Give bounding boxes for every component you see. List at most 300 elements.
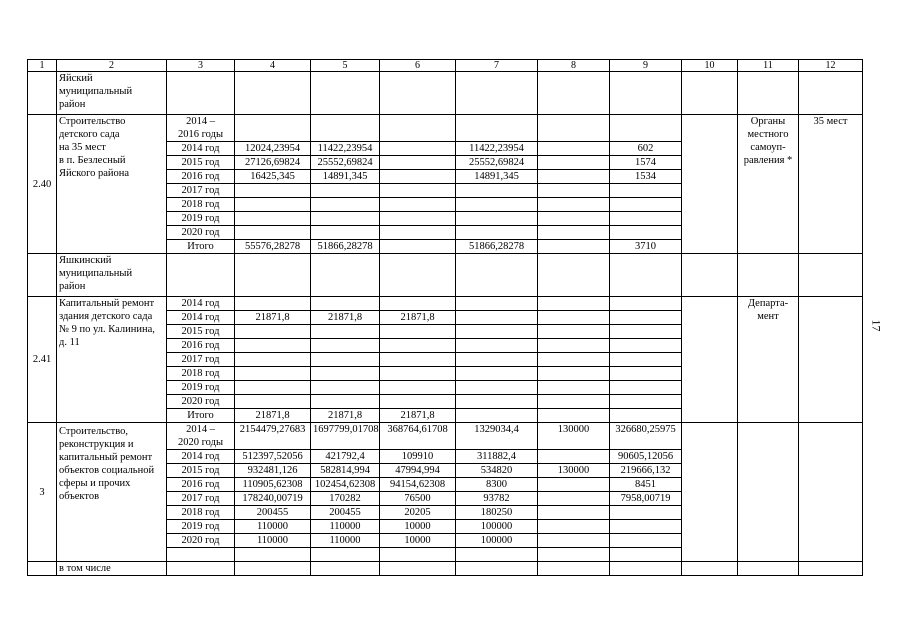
value-cell-c9: 219666,132 (610, 464, 682, 478)
text-line: Органы (750, 116, 786, 127)
value-cell-c4 (235, 212, 311, 226)
table-cell (235, 72, 311, 115)
value-cell-c9 (610, 198, 682, 212)
value-cell-c5 (311, 297, 380, 311)
value-cell-c5: 21871,8 (311, 311, 380, 325)
table-cell (682, 297, 738, 423)
value-cell-c6: 368764,61708 (380, 423, 456, 450)
value-cell-c8 (538, 115, 610, 142)
group-row (28, 72, 863, 115)
item-name (57, 115, 167, 254)
period-cell (167, 534, 235, 548)
table-row (28, 423, 863, 450)
value-cell-c8 (538, 506, 610, 520)
period-cell (167, 115, 235, 142)
value-cell-c6: 109910 (380, 450, 456, 464)
value-cell-c9 (610, 381, 682, 395)
value-cell-c6 (380, 156, 456, 170)
value-cell-c9: 8451 (610, 478, 682, 492)
value-cell-c8 (538, 534, 610, 548)
value-cell-c9: 1534 (610, 170, 682, 184)
page-number: 17 (869, 319, 884, 332)
value-cell-c4: 110905,62308 (235, 478, 311, 492)
text-line: Капитальный ремонт (59, 298, 155, 309)
value-cell-c9 (610, 534, 682, 548)
value-cell-c6: 10000 (380, 534, 456, 548)
value-cell-c4 (235, 548, 311, 562)
value-cell-c6: 21871,8 (380, 409, 456, 423)
table-cell (311, 562, 380, 576)
value-cell-c7 (456, 198, 538, 212)
value-cell-c8 (538, 226, 610, 240)
text-line: 2019 год (181, 521, 220, 532)
text-line: 2017 год (181, 185, 220, 196)
value-cell-c5: 1697799,01708 (311, 423, 380, 450)
column-number: 11 (738, 60, 799, 72)
value-cell-c4: 2154479,27683 (235, 423, 311, 450)
value-cell-c6 (380, 548, 456, 562)
value-cell-c7 (456, 381, 538, 395)
text-line: 2014 год (181, 143, 220, 154)
executor-cell (738, 423, 799, 562)
table-cell (380, 254, 456, 297)
text-line: 2017 год (181, 493, 220, 504)
text-line: Итого (187, 410, 214, 421)
value-cell-c9 (610, 409, 682, 423)
value-cell-c9 (610, 395, 682, 409)
period-cell (167, 156, 235, 170)
period-cell (167, 464, 235, 478)
value-cell-c9 (610, 367, 682, 381)
text-line: 2014 год (181, 312, 220, 323)
period-cell (167, 520, 235, 534)
value-cell-c7: 534820 (456, 464, 538, 478)
value-cell-c6: 21871,8 (380, 311, 456, 325)
value-cell-c8 (538, 339, 610, 353)
table-cell (456, 72, 538, 115)
value-cell-c8 (538, 170, 610, 184)
table-cell (682, 254, 738, 297)
value-cell-c8 (538, 198, 610, 212)
period-cell (167, 240, 235, 254)
value-cell-c5 (311, 226, 380, 240)
table-cell (799, 254, 863, 297)
value-cell-c9 (610, 339, 682, 353)
value-cell-c4 (235, 381, 311, 395)
table-cell (167, 72, 235, 115)
period-cell (167, 367, 235, 381)
note-row (28, 562, 863, 576)
value-cell-c8 (538, 353, 610, 367)
value-cell-c8 (538, 367, 610, 381)
text-line: № 9 по ул. Калинина, (59, 324, 155, 335)
value-cell-c8 (538, 381, 610, 395)
text-line: район (59, 99, 86, 110)
value-cell-c7: 100000 (456, 520, 538, 534)
text-line: 2016 годы (177, 129, 223, 140)
value-cell-c4: 110000 (235, 534, 311, 548)
value-cell-c5 (311, 381, 380, 395)
text-line: объектов (59, 491, 100, 502)
period-cell (167, 297, 235, 311)
value-cell-c7 (456, 367, 538, 381)
value-cell-c4 (235, 395, 311, 409)
table-cell (682, 72, 738, 115)
text-line: Итого (187, 241, 214, 252)
executor-cell (738, 115, 799, 254)
value-cell-c9 (610, 353, 682, 367)
table-cell (311, 72, 380, 115)
table-cell (380, 72, 456, 115)
value-cell-c9 (610, 506, 682, 520)
value-cell-c4: 512397,52056 (235, 450, 311, 464)
table-cell (167, 254, 235, 297)
value-cell-c9 (610, 115, 682, 142)
text-line: 2016 год (181, 171, 220, 182)
text-line: 2020 год (181, 396, 220, 407)
table-cell (28, 254, 57, 297)
table-cell (538, 562, 610, 576)
table-cell (167, 562, 235, 576)
period-cell (167, 311, 235, 325)
column-number: 7 (456, 60, 538, 72)
period-cell (167, 506, 235, 520)
value-cell-c7 (456, 353, 538, 367)
table-cell (799, 562, 863, 576)
header-row (28, 60, 863, 72)
value-cell-c7 (456, 115, 538, 142)
result-cell (799, 297, 863, 423)
value-cell-c9 (610, 212, 682, 226)
value-cell-c5: 14891,345 (311, 170, 380, 184)
text-line: 2020 год (181, 535, 220, 546)
value-cell-c8 (538, 520, 610, 534)
value-cell-c6 (380, 184, 456, 198)
column-number: 1 (28, 60, 57, 72)
table-row (28, 297, 863, 311)
text-line: д. 11 (59, 337, 80, 348)
text-line: 2020 год (181, 227, 220, 238)
period-cell (167, 353, 235, 367)
budget-table (27, 59, 863, 576)
value-cell-c4: 21871,8 (235, 409, 311, 423)
value-cell-c7 (456, 184, 538, 198)
value-cell-c8 (538, 142, 610, 156)
table-cell (738, 72, 799, 115)
value-cell-c8 (538, 450, 610, 464)
column-number: 10 (682, 60, 738, 72)
text-line: 2017 год (181, 354, 220, 365)
value-cell-c4 (235, 339, 311, 353)
value-cell-c9 (610, 548, 682, 562)
table-cell (682, 115, 738, 254)
text-line: 2014 – (186, 424, 215, 435)
column-number: 4 (235, 60, 311, 72)
table-row (28, 115, 863, 142)
value-cell-c7: 311882,4 (456, 450, 538, 464)
text-line: муниципальный (59, 268, 133, 279)
value-cell-c8 (538, 212, 610, 226)
value-cell-c6: 10000 (380, 520, 456, 534)
value-cell-c4: 932481,126 (235, 464, 311, 478)
item-number: 3 (28, 423, 57, 562)
column-number: 6 (380, 60, 456, 72)
period-cell (167, 198, 235, 212)
value-cell-c4: 21871,8 (235, 311, 311, 325)
value-cell-c7 (456, 297, 538, 311)
value-cell-c9: 90605,12056 (610, 450, 682, 464)
value-cell-c5: 21871,8 (311, 409, 380, 423)
value-cell-c5 (311, 353, 380, 367)
table-cell (738, 254, 799, 297)
value-cell-c9: 3710 (610, 240, 682, 254)
text-line: сферы и прочих (59, 478, 131, 489)
period-cell (167, 548, 235, 562)
value-cell-c4: 27126,69824 (235, 156, 311, 170)
value-cell-c5: 25552,69824 (311, 156, 380, 170)
value-cell-c7 (456, 212, 538, 226)
text-line: 2016 год (181, 479, 220, 490)
value-cell-c8: 130000 (538, 464, 610, 478)
value-cell-c9: 326680,25975 (610, 423, 682, 450)
value-cell-c4: 178240,00719 (235, 492, 311, 506)
value-cell-c5: 421792,4 (311, 450, 380, 464)
value-cell-c9: 7958,00719 (610, 492, 682, 506)
value-cell-c6: 47994,994 (380, 464, 456, 478)
value-cell-c5 (311, 367, 380, 381)
value-cell-c5: 102454,62308 (311, 478, 380, 492)
value-cell-c5 (311, 395, 380, 409)
value-cell-c6 (380, 395, 456, 409)
value-cell-c7 (456, 325, 538, 339)
table-cell (311, 254, 380, 297)
column-number: 2 (57, 60, 167, 72)
table-cell (538, 254, 610, 297)
period-cell (167, 478, 235, 492)
text-line: объектов социальной (59, 465, 155, 476)
value-cell-c9 (610, 325, 682, 339)
table-cell (57, 254, 167, 297)
value-cell-c5: 11422,23954 (311, 142, 380, 156)
text-line: 2016 год (181, 340, 220, 351)
period-cell (167, 170, 235, 184)
value-cell-c7: 11422,23954 (456, 142, 538, 156)
item-number: 2.41 (28, 297, 57, 423)
period-cell (167, 395, 235, 409)
table-cell (57, 72, 167, 115)
period-cell (167, 409, 235, 423)
value-cell-c6: 94154,62308 (380, 478, 456, 492)
value-cell-c8 (538, 409, 610, 423)
value-cell-c6 (380, 381, 456, 395)
value-cell-c4 (235, 184, 311, 198)
value-cell-c9 (610, 520, 682, 534)
value-cell-c6 (380, 212, 456, 226)
text-line: Яшкинский (59, 255, 112, 266)
text-line: 2019 год (181, 213, 220, 224)
item-number: 2.40 (28, 115, 57, 254)
value-cell-c4: 200455 (235, 506, 311, 520)
value-cell-c8 (538, 240, 610, 254)
value-cell-c7: 93782 (456, 492, 538, 506)
column-number: 5 (311, 60, 380, 72)
period-cell (167, 212, 235, 226)
value-cell-c6 (380, 142, 456, 156)
period-cell (167, 423, 235, 450)
value-cell-c5 (311, 115, 380, 142)
executor-cell (738, 297, 799, 423)
text-line: Яйского района (59, 168, 130, 179)
value-cell-c9: 1574 (610, 156, 682, 170)
value-cell-c8 (538, 548, 610, 562)
value-cell-c5 (311, 325, 380, 339)
text-line: в п. Безлесный (59, 155, 126, 166)
value-cell-c6 (380, 353, 456, 367)
text-line: 2014 год (181, 451, 220, 462)
value-cell-c7: 1329034,4 (456, 423, 538, 450)
value-cell-c7 (456, 409, 538, 423)
value-cell-c4 (235, 226, 311, 240)
text-line: в том числе (59, 563, 111, 574)
value-cell-c5 (311, 184, 380, 198)
value-cell-c5 (311, 212, 380, 226)
text-line: 2019 год (181, 382, 220, 393)
period-cell (167, 450, 235, 464)
text-line: реконструкция и (59, 439, 134, 450)
value-cell-c9: 602 (610, 142, 682, 156)
text-line: Департа- (747, 298, 789, 309)
table-cell (28, 562, 57, 576)
table-cell (380, 562, 456, 576)
result-cell: 35 мест (799, 115, 863, 254)
text-line: 2015 год (181, 326, 220, 337)
value-cell-c4 (235, 297, 311, 311)
column-number: 12 (799, 60, 863, 72)
text-line: муниципальный (59, 86, 133, 97)
value-cell-c8: 130000 (538, 423, 610, 450)
value-cell-c8 (538, 492, 610, 506)
value-cell-c6 (380, 367, 456, 381)
text-line: 2018 год (181, 507, 220, 518)
text-line: 2015 год (181, 465, 220, 476)
text-line: детского сада (59, 129, 120, 140)
value-cell-c6 (380, 226, 456, 240)
value-cell-c7: 180250 (456, 506, 538, 520)
value-cell-c7: 8300 (456, 478, 538, 492)
text-line: равления * (743, 155, 793, 166)
value-cell-c7 (456, 548, 538, 562)
period-cell (167, 184, 235, 198)
period-cell (167, 381, 235, 395)
period-cell (167, 325, 235, 339)
table-body (28, 60, 863, 576)
value-cell-c9 (610, 311, 682, 325)
column-number: 8 (538, 60, 610, 72)
text-line: район (59, 281, 86, 292)
value-cell-c8 (538, 395, 610, 409)
value-cell-c4: 55576,28278 (235, 240, 311, 254)
text-line: Строительство, (59, 426, 128, 437)
group-row (28, 254, 863, 297)
value-cell-c5: 582814,994 (311, 464, 380, 478)
value-cell-c4 (235, 353, 311, 367)
value-cell-c7: 14891,345 (456, 170, 538, 184)
value-cell-c6 (380, 170, 456, 184)
text-line: 2014 – (186, 116, 215, 127)
text-line: Яйский (59, 73, 93, 84)
value-cell-c6 (380, 325, 456, 339)
value-cell-c9 (610, 226, 682, 240)
text-line: 2015 год (181, 157, 220, 168)
table-cell (235, 562, 311, 576)
text-line: самоуп- (750, 142, 786, 153)
value-cell-c5: 170282 (311, 492, 380, 506)
text-line: мент (757, 311, 779, 322)
value-cell-c4 (235, 115, 311, 142)
table-cell (738, 562, 799, 576)
value-cell-c8 (538, 297, 610, 311)
text-line: капитальный ремонт (59, 452, 153, 463)
table-cell (610, 562, 682, 576)
text-line: 2020 годы (177, 437, 223, 448)
period-cell (167, 492, 235, 506)
table-cell (610, 72, 682, 115)
value-cell-c4: 16425,345 (235, 170, 311, 184)
table-cell (799, 72, 863, 115)
text-line: 2018 год (181, 368, 220, 379)
value-cell-c8 (538, 311, 610, 325)
value-cell-c7 (456, 395, 538, 409)
value-cell-c7 (456, 311, 538, 325)
item-name (57, 297, 167, 423)
value-cell-c5: 51866,28278 (311, 240, 380, 254)
value-cell-c6: 76500 (380, 492, 456, 506)
value-cell-c8 (538, 325, 610, 339)
value-cell-c4 (235, 367, 311, 381)
value-cell-c7 (456, 339, 538, 353)
value-cell-c8 (538, 478, 610, 492)
value-cell-c6 (380, 297, 456, 311)
text-line: Строительство (59, 116, 126, 127)
value-cell-c4 (235, 325, 311, 339)
table-cell (682, 562, 738, 576)
table-cell (610, 254, 682, 297)
table-cell (28, 72, 57, 115)
value-cell-c8 (538, 184, 610, 198)
table-cell (538, 72, 610, 115)
text-line: местного (747, 129, 789, 140)
value-cell-c5 (311, 339, 380, 353)
value-cell-c6 (380, 240, 456, 254)
value-cell-c6 (380, 339, 456, 353)
text-line: здания детского сада (59, 311, 153, 322)
value-cell-c8 (538, 156, 610, 170)
value-cell-c4 (235, 198, 311, 212)
table-cell (682, 423, 738, 562)
value-cell-c4: 12024,23954 (235, 142, 311, 156)
value-cell-c6 (380, 115, 456, 142)
text-line: на 35 мест (59, 142, 106, 153)
period-cell (167, 339, 235, 353)
value-cell-c4: 110000 (235, 520, 311, 534)
value-cell-c5: 110000 (311, 534, 380, 548)
value-cell-c5 (311, 198, 380, 212)
value-cell-c6: 20205 (380, 506, 456, 520)
item-name (57, 423, 167, 562)
table-cell (456, 562, 538, 576)
value-cell-c7: 51866,28278 (456, 240, 538, 254)
column-number: 9 (610, 60, 682, 72)
